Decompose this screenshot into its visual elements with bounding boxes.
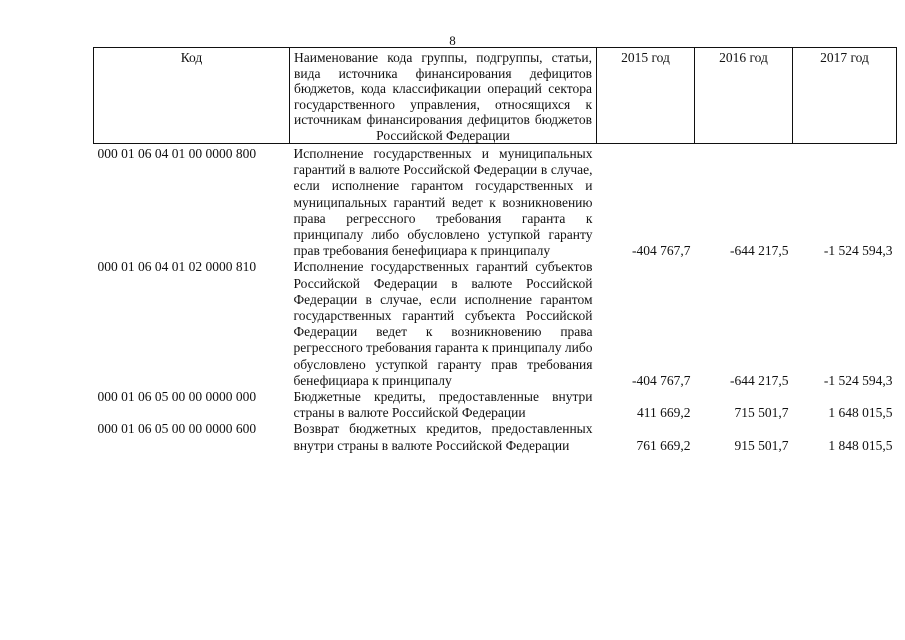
row-value-2015: 411 669,2	[637, 405, 691, 421]
row-code: 000 01 06 05 00 00 0000 600	[97, 421, 257, 437]
header-row	[94, 48, 897, 144]
row-value-2016: 715 501,7	[734, 405, 789, 421]
page-number: 8	[449, 33, 456, 48]
row-code: 000 01 06 04 01 00 0000 800	[97, 146, 257, 161]
table-header	[94, 48, 897, 144]
row-value-2017: -1 524 594,3	[823, 243, 893, 259]
row-value-2017: -1 524 594,3	[823, 372, 893, 388]
header-name: Наименование кода группы, подгруппы, статьи, вида источника финансирования дефицитов бюджетов, кода классификации операций сектора государственного управления, относящихся к источникам финансирования дефицитов бюджетов Российской Федерации	[290, 48, 597, 144]
row-value-2016: -644 217,5	[730, 243, 789, 259]
row-code: 000 01 06 04 01 02 0000 810	[97, 259, 257, 275]
header-year-2015: 2015 год	[597, 48, 695, 144]
row-name: Возврат бюджетных кредитов, предоставленных внутри страны в валюте Российской Федерации	[293, 421, 593, 453]
row-name: Исполнение государственных и муниципальных гарантий в валюте Российской Федерации в случае, если исполнение гарантом государственных и муниципальных гарантий ведет к возникновению права регрессного требования гаранта к принципалу либо обусловлено уступкой гаранту прав требования бенефициара к принципалу	[293, 146, 593, 259]
row-name: Исполнение государственных гарантий субъектов Российской Федерации в валюте Российской Федерации в случае, если исполнение гарантом государственных гарантий субъекта Российской Федерации ведет к возникновению права регрессного требования гаранта к принципалу либо обусловлено уступкой гаранту прав требования бенефициара к принципалу	[293, 259, 593, 388]
table-row	[94, 389, 897, 421]
table-row	[94, 144, 897, 260]
row-value-2016: -644 217,5	[730, 372, 789, 388]
header-year-2016: 2016 год	[695, 48, 793, 144]
row-name: Бюджетные кредиты, предоставленные внутри страны в валюте Российской Федерации	[293, 389, 593, 421]
row-value-2017: 1 848 015,5	[828, 437, 893, 453]
table-row	[94, 421, 897, 453]
header-year-2017: 2017 год	[793, 48, 897, 144]
header-code: Код	[94, 48, 290, 144]
row-value-2017: 1 648 015,5	[828, 405, 893, 421]
row-value-2015: 761 669,2	[636, 437, 691, 453]
row-value-2016: 915 501,7	[734, 437, 789, 453]
row-code: 000 01 06 05 00 00 0000 000	[97, 389, 257, 405]
table-body	[94, 144, 897, 454]
table-row	[94, 259, 897, 389]
row-value-2015: -404 767,7	[632, 372, 691, 388]
row-value-2015: -404 767,7	[632, 243, 691, 259]
budget-sources-table	[93, 47, 897, 454]
